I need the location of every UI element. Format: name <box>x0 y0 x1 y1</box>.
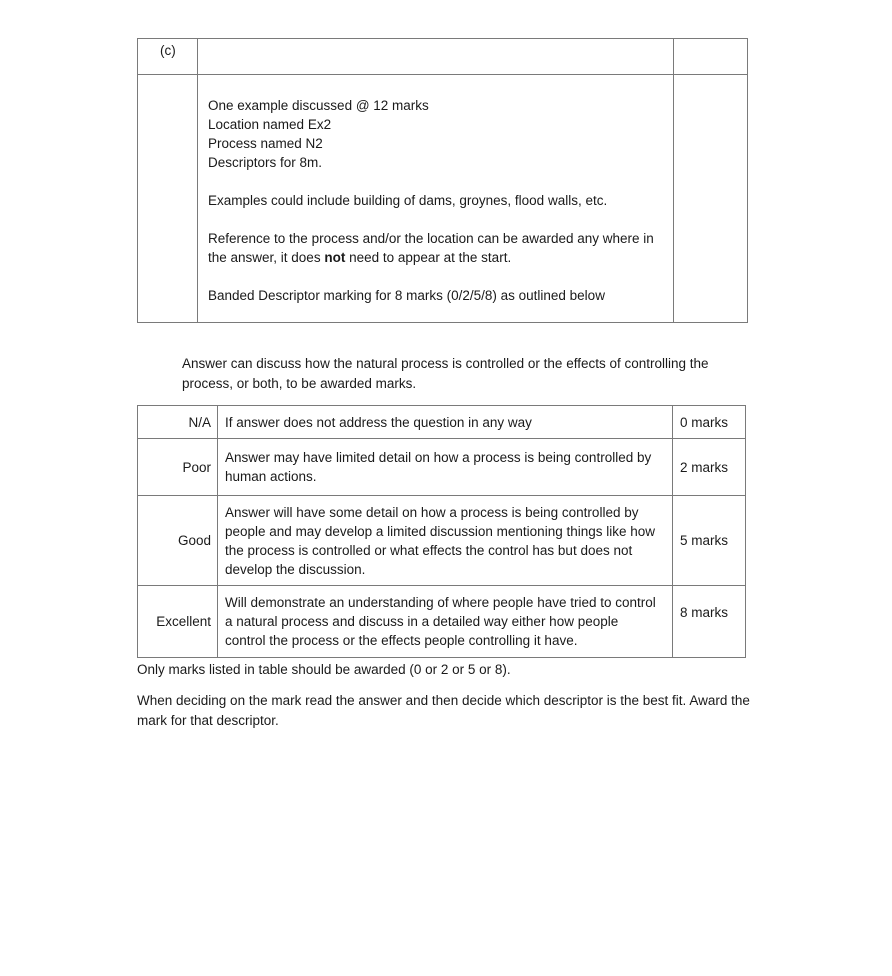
marks-note: Only marks listed in table should be awarded (0 or 2 or 5 or 8). <box>137 662 511 677</box>
band-level: Poor <box>138 439 218 496</box>
band-row <box>138 439 746 496</box>
band-level: N/A <box>138 406 218 439</box>
mark-scheme-cell <box>198 75 674 323</box>
marks-cell <box>674 75 748 323</box>
band-row <box>138 406 746 439</box>
band-descriptor: If answer does not address the question in any way <box>218 406 673 439</box>
marks-header-cell <box>674 39 748 75</box>
band-descriptor: Answer will have some detail on how a process is being controlled by people and may develop a limited discussion mentioning things like how the process is controlled or what effects the control has but does not develop the discussion. <box>218 496 673 586</box>
band-descriptor: Answer may have limited detail on how a process is being controlled by human actions. <box>218 439 673 496</box>
mark-line: Location named Ex2 <box>208 117 332 132</box>
best-fit-note: When deciding on the mark read the answer and then decide which descriptor is the best fit. Award the mark for that descriptor. <box>137 693 750 728</box>
mark-line: Process named N2 <box>208 136 323 151</box>
question-label: (c) <box>138 39 198 75</box>
question-label-cell <box>138 75 198 323</box>
question-header-cell <box>198 39 674 75</box>
band-descriptor: Will demonstrate an understanding of where people have tried to control a natural process and discuss in a detailed way either how people control the process or the effects people controlling it have. <box>218 586 673 658</box>
band-row <box>138 496 746 586</box>
question-table <box>137 38 748 323</box>
band-marks: 8 marks <box>673 586 746 658</box>
mark-line: Descriptors for 8m. <box>208 155 323 170</box>
band-level: Excellent <box>138 586 218 658</box>
band-level: Good <box>138 496 218 586</box>
reference-text: Reference to the process and/or the location can be awarded any where in the answer, it does not need to appear at the start. <box>208 231 654 265</box>
intro-text: Answer can discuss how the natural process is controlled or the effects of controlling the process, or both, to be awarded marks. <box>182 356 709 391</box>
question-body-row <box>138 75 748 323</box>
band-marks: 5 marks <box>673 496 746 586</box>
banded-descriptor-table <box>137 405 746 658</box>
examples-text: Examples could include building of dams, groynes, flood walls, etc. <box>208 193 608 208</box>
band-row <box>138 586 746 658</box>
band-marks: 2 marks <box>673 439 746 496</box>
emphasis-not: not <box>324 250 346 265</box>
question-header-row <box>138 39 748 75</box>
banded-text: Banded Descriptor marking for 8 marks (0/2/5/8) as outlined below <box>208 288 605 303</box>
mark-line: One example discussed @ 12 marks <box>208 98 429 113</box>
band-marks: 0 marks <box>673 406 746 439</box>
